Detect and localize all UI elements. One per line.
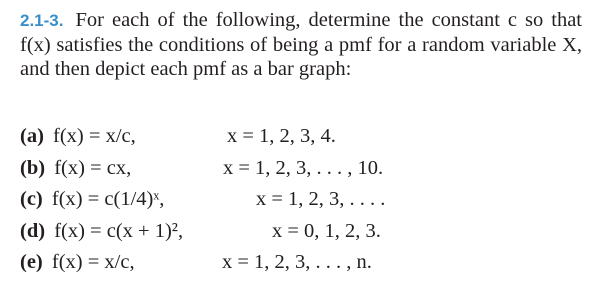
part-label: (d) xyxy=(20,219,46,242)
intro-line-2: c so that f(x) satisfies the conditions of being a pmf for xyxy=(20,9,582,56)
part-domain: x = 1, 2, 3, . . . , 10. xyxy=(223,156,384,179)
problem-number: 2.1-3. xyxy=(20,11,64,30)
problem-intro xyxy=(20,8,582,81)
part-function: f(x) = cx, xyxy=(54,156,132,179)
part-function: f(x) = c(x + 1)², xyxy=(54,219,184,242)
problem-parts xyxy=(20,123,580,281)
part-label: (a) xyxy=(20,125,44,147)
part-function: f(x) = c(1/4)ˣ, xyxy=(51,188,165,210)
part-a xyxy=(20,123,580,155)
part-label: (e) xyxy=(20,251,43,273)
part-domain: x = 1, 2, 3, 4. xyxy=(227,125,336,147)
part-e xyxy=(20,249,580,281)
intro-line-3: a random variable X, and then depict each pmf as a bar xyxy=(20,34,582,80)
intro-line-1: For each of the following, determine the constant xyxy=(75,9,500,31)
part-c xyxy=(20,186,580,218)
part-domain: x = 1, 2, 3, . . . , n. xyxy=(222,251,372,273)
part-label: (b) xyxy=(20,156,46,179)
part-function: f(x) = x/c, xyxy=(53,125,136,147)
part-function: f(x) = x/c, xyxy=(51,251,135,273)
problem-statement xyxy=(20,8,582,81)
part-domain: x = 1, 2, 3, . . . . xyxy=(256,188,386,210)
intro-line-4: graph: xyxy=(298,58,352,80)
part-domain: x = 0, 1, 2, 3. xyxy=(272,219,381,242)
part-label: (c) xyxy=(20,188,43,210)
part-b xyxy=(20,155,580,187)
part-d xyxy=(20,218,580,250)
